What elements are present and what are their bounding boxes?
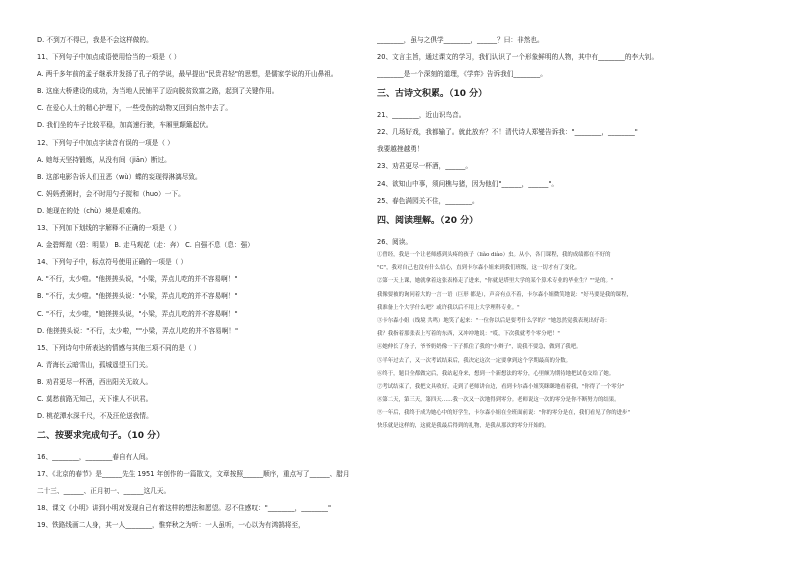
poem-line: 24、欲知山中事，须问樵与猪，因为他们"______，______"。 (377, 179, 559, 188)
question-line: 17、《北京的春节》是______先生 1951 年创作的一篇散文，文章按照______顺序，重点写了______、腊月 (37, 470, 350, 479)
poem-line: 25、春色满园关不住，________。 (377, 196, 479, 205)
question-line: D. 他搓搓头说："不行，太少啦，""小梁，弄点儿吃的并不容易啊！" (37, 326, 239, 335)
section-heading-4: 四、阅读理解。（20 分） (377, 215, 479, 226)
question-line: 16、________，________春自有人间。 (37, 453, 153, 462)
question-line: 12、下列句子中加点字读音有误的一项是（ ） (37, 138, 174, 147)
question-line: 二十三、______、正月初一、______这几天。 (37, 487, 171, 496)
question-line: D. 不到万不得已，我是不会这样做的。 (37, 36, 153, 44)
poem-line: 22、几场好戏，我都输了。就此放弃？不！清代诗人郑燮告诉我："________，________" (377, 128, 638, 137)
left-column (37, 36, 385, 539)
reading-paragraph: ⑤半年过去了，又一次考试结束后，我决定这次一定要拿到这个学期最高的分数。 (377, 357, 572, 364)
reading-paragraph: ②第一天上课，她就拿着这张表格走了进来，"你就是塔里大学的某个算术专业的毕业生？""是的。" (377, 278, 614, 285)
question-line: A. "不行，太少啦。"他搓搓头说，"小梁，弄点儿吃的并不容易啊！" (37, 275, 238, 284)
question-line: 20、文言主旨，通过课文的学习，我们认识了一个形象鲜明的人物，其中有________的李大钊。 (377, 53, 659, 62)
question-line: 13、下列加下划线的字解释不正确的一项是（ ） (37, 224, 181, 233)
question-line: 15、下列诗句中所表达的情感与其他三项不同的是（ ） (37, 343, 201, 352)
reading-paragraph: ①曾经，我是一个让老师感到头疼的孩子（liǎo diào）虫。从小，各门课程，我的成绩都在不好的 (377, 252, 611, 259)
reading-paragraph: ⑦考试结束了，我把文具收好，走到了老师讲台边，看到卡尔森小姐笑眯眯地看着我，"你得了一个零分" (377, 383, 625, 390)
question-line: A. 她每天坚持锻炼，从没有间（jiān）断过。 (37, 155, 171, 164)
question-line: B. 这座大桥建设的成功，为当地人民铺平了迈向脱贫致富之路，起到了关键作用。 (37, 87, 279, 96)
reading-paragraph: ⑥终于，题目全都做完后，我站起身来，想到一个新想法的零分，心里颇为期待地把试卷交给了她。 (377, 370, 615, 377)
question-line: C. 妈妈煮粥时，会不时用勺子搅和（huo）一下。 (37, 189, 185, 198)
question-line: A. 两千多年前的孟子继承并发扬了孔子的学说，最早提出"民贵君轻"的思想，是儒家学说的开山鼻祖。 (37, 70, 338, 79)
question-line: C. 在爱心人士的精心护理下，一些受伤的动物又回到自然中去了。 (37, 104, 232, 113)
question-line: 14、下列句子中，标点符号使用正确的一项是（ ） (37, 258, 188, 267)
reading-paragraph: ⑧第二天，第三天，第四天……我一次又一次地得到零分。老师说这一次的零分是你不断努力的结果。 (377, 397, 620, 404)
question-line: 19、铁路线画二人身，其一人________，惟弈秋之为听：一人虽听，一心以为有鸿鹄将至， (37, 521, 305, 530)
reading-paragraph: 我准备上个大学什么吧？或许我以后不用上大学理科专业。" (377, 304, 520, 311)
question-line: A. 青海长云暗雪山，孤城遥望玉门关。 (37, 360, 153, 369)
question-line: B. 劝君更尽一杯酒，西出阳关无故人。 (37, 377, 153, 386)
question-line: D. 桃花潭水深千尺，不及汪伦送我情。 (37, 412, 153, 421)
poem-line: 23、劝君更尽一杯酒，______。 (377, 162, 473, 171)
question-line: B. 这部电影告诉人们丑恶（wù）蝶的妄现得淋漓尽致。 (37, 172, 202, 181)
section-heading-2: 二、按要求完成句子。（10 分） (37, 431, 166, 442)
question-line: C. 莫愁前路无知己，天下谁人不识君。 (37, 394, 153, 403)
question-line: ________，虽与之俱学________，______？曰：非然也。 (377, 36, 544, 44)
question-line: 11、下列句子中加点成语使用恰当的一项是（ ） (37, 53, 181, 62)
reading-paragraph: ⑨一年后，我终于成为她心中的好学生，卡尔森小姐在全班面前说："你的零分是在，我们看见了你的进步" (377, 410, 630, 417)
right-column (377, 36, 765, 436)
reading-title: 26、阅读。 (377, 237, 413, 246)
question-line: A. 金碧辉煌（碧：明显） B. 走马观花（走：奔） C. 自强不息（息：强） (37, 241, 254, 250)
question-line: C. "不行，太少啦，"她搓搓头说，"小梁，弄点儿吃的并不容易啊！" (37, 309, 238, 318)
reading-paragraph: 我？我指着那张表上写着的东西，又冲冲地说："哎，下次我就考个零分吧！" (377, 331, 560, 338)
poem-line: 21、________，近山识鸟音。 (377, 111, 466, 120)
poem-line: 我要越挫越勇！ (377, 145, 424, 154)
question-line: 18、课文《小明》讲到小明对发现自己有着这样的想法和愿望。忍不住感叹："________，________" (37, 504, 332, 513)
reading-paragraph: 快乐就是这样的，这就是我最后得到的礼物，是我从那次的零分开始的。 (377, 423, 550, 430)
reading-paragraph: 我像要被的询问着大的一言一语（巨形 都是），声音有点不着，卡尔森小姐微笑地说："好马要是我的课程， (377, 291, 632, 298)
section-heading-3: 三、古诗文积累。（10 分） (377, 89, 488, 100)
question-line: D. 她现在的处（chù）境是艰难的。 (37, 206, 145, 215)
question-line: B. "不行，太少啦。"他搓搓头说："小梁，弄点儿吃的并不容易啊！" (37, 292, 238, 301)
question-line: ________是一个深刻的道理，《学弈》告诉我们________。 (377, 70, 547, 79)
reading-paragraph: ③卡尔森小姐（线境 共鸣）地笑了起来："一位你以后是要考什么学的？"她忽然觉我表现出好奇： (377, 317, 611, 324)
reading-paragraph: "C"，我对自己也没有什么信心，直到卡尔森小姐来到我们班级，这一切才有了变化。 (377, 265, 581, 272)
question-line: D. 我们坐的车子比较平稳，加高速行驶，车厢里颠簸起伏。 (37, 121, 213, 130)
reading-paragraph: ④她伸长了身子，爷爷奶奶像一下子抓住了我的"小辫子"，说我不要急，做到了我吧。 (377, 344, 582, 351)
